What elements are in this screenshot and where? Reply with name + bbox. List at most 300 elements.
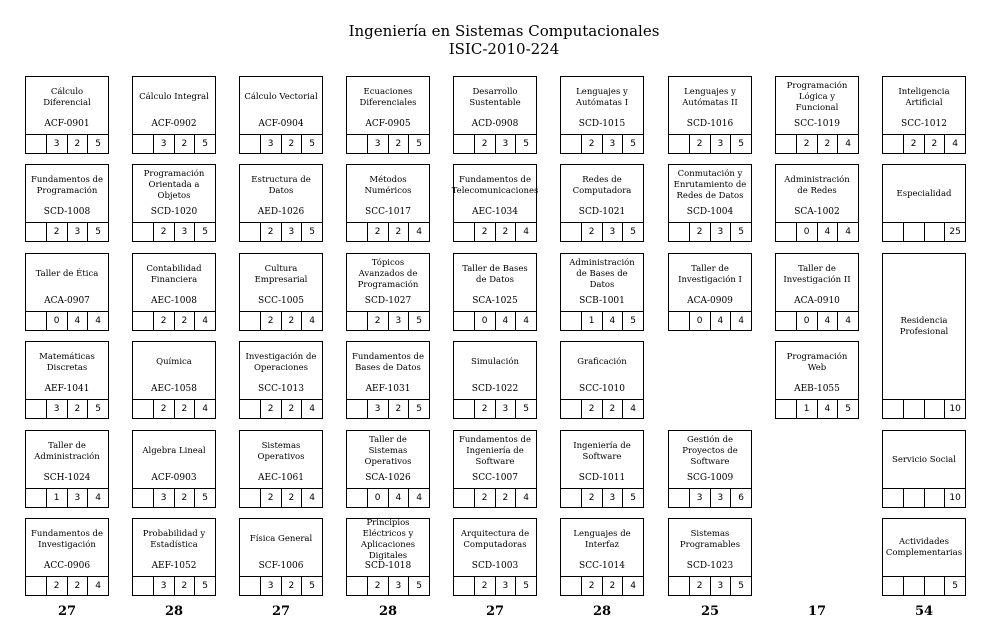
credit-cells xyxy=(26,222,108,241)
credit-cell xyxy=(903,400,924,418)
credit-cell: 4 xyxy=(837,223,858,241)
course-name: Conmutación y Enrutamiento de Redes de Datos xyxy=(673,169,747,201)
semester-total: 17 xyxy=(807,604,827,619)
semester-total: 25 xyxy=(700,604,720,619)
credit-cell: 2 xyxy=(153,400,174,418)
credit-cells xyxy=(133,399,215,418)
semester-total: 27 xyxy=(271,604,291,619)
credit-cell xyxy=(561,489,581,507)
credit-cell: 5 xyxy=(87,135,108,153)
course-code: ACF-0901 xyxy=(44,119,90,129)
course-code: SCD-1023 xyxy=(686,561,734,571)
credit-cell: 2 xyxy=(260,400,281,418)
credit-cell: 3 xyxy=(367,400,388,418)
credit-cell xyxy=(240,577,260,595)
credit-cells xyxy=(26,488,108,507)
course-card xyxy=(560,253,644,331)
course-card xyxy=(346,341,430,419)
credit-cell: 3 xyxy=(153,577,174,595)
credit-cells xyxy=(669,576,751,595)
credit-cell: 2 xyxy=(581,400,602,418)
credit-cell: 0 xyxy=(46,312,67,330)
course-name: Lenguajes y Autómatas I xyxy=(575,86,629,108)
credit-cell xyxy=(240,489,260,507)
credit-cells xyxy=(133,134,215,153)
course-name: Taller de Bases de Datos xyxy=(462,263,528,285)
credit-cell xyxy=(133,135,153,153)
credit-cells xyxy=(240,134,322,153)
course-code: SCC-1013 xyxy=(258,384,304,394)
course-name: Métodos Numéricos xyxy=(364,174,412,196)
credit-cell: 2 xyxy=(281,312,302,330)
credit-cell xyxy=(924,223,945,241)
course-name: Graficación xyxy=(577,357,627,367)
credit-cells xyxy=(133,576,215,595)
credit-cells xyxy=(26,576,108,595)
course-name: Taller de Administración xyxy=(34,440,100,462)
credit-cells xyxy=(240,222,322,241)
credit-cell: 4 xyxy=(408,223,429,241)
credit-cell xyxy=(903,223,924,241)
credit-cell: 4 xyxy=(301,312,322,330)
credit-cell xyxy=(561,400,581,418)
course-card xyxy=(132,430,216,508)
credit-cell: 4 xyxy=(388,489,409,507)
credit-cell: 3 xyxy=(281,223,302,241)
credit-cell: 2 xyxy=(388,223,409,241)
credit-cells xyxy=(347,488,429,507)
course-card xyxy=(775,76,859,154)
credit-cell: 4 xyxy=(87,489,108,507)
course-name: Administración de Redes xyxy=(784,174,850,196)
course-name: Lenguajes de Interfaz xyxy=(573,528,631,550)
credit-cell xyxy=(903,489,924,507)
credit-cell: 3 xyxy=(388,312,409,330)
credit-cell: 3 xyxy=(495,135,516,153)
credit-cell: 2 xyxy=(67,577,88,595)
credit-cell xyxy=(776,312,796,330)
credit-cell xyxy=(133,312,153,330)
credit-cell: 2 xyxy=(153,312,174,330)
course-name: Servicio Social xyxy=(892,454,956,465)
credit-cell: 5 xyxy=(408,135,429,153)
course-code: SCD-1011 xyxy=(578,473,626,483)
course-name: Taller de Sistemas Operativos xyxy=(364,435,412,467)
credit-cell: 0 xyxy=(689,312,710,330)
course-code: AEC-1034 xyxy=(472,207,518,217)
credit-cell: 4 xyxy=(730,312,751,330)
credit-cell: 5 xyxy=(87,400,108,418)
credit-cell: 2 xyxy=(260,312,281,330)
credit-cell: 4 xyxy=(515,223,536,241)
credit-cell: 2 xyxy=(153,223,174,241)
course-code: SCA-1002 xyxy=(794,207,840,217)
course-name: Inteligencia Artificial xyxy=(898,86,950,108)
credit-cell: 2 xyxy=(689,577,710,595)
course-name: Algebra Lineal xyxy=(142,446,206,456)
course-card xyxy=(239,253,323,331)
course-card xyxy=(239,76,323,154)
credit-cell: 5 xyxy=(194,489,215,507)
course-code: SCA-1025 xyxy=(472,296,518,306)
credit-cell xyxy=(454,489,474,507)
credit-cell: 2 xyxy=(581,135,602,153)
credit-cell: 2 xyxy=(474,223,495,241)
credit-cell xyxy=(454,577,474,595)
credit-cells xyxy=(133,488,215,507)
course-card xyxy=(453,253,537,331)
credit-cell xyxy=(561,577,581,595)
credit-cell: 4 xyxy=(194,312,215,330)
credit-cell: 5 xyxy=(515,577,536,595)
credit-cell: 2 xyxy=(260,223,281,241)
credit-cell: 2 xyxy=(474,489,495,507)
course-code: SCC-1012 xyxy=(901,119,947,129)
credit-cell xyxy=(347,312,367,330)
course-name: Cálculo Diferencial xyxy=(43,86,91,108)
course-code: AEC-1008 xyxy=(151,296,197,306)
credit-cell xyxy=(454,135,474,153)
credit-cell: 5 xyxy=(730,577,751,595)
course-card xyxy=(560,76,644,154)
course-card xyxy=(668,76,752,154)
credit-cell xyxy=(26,223,46,241)
course-name: Cultura Empresarial xyxy=(254,263,308,285)
credit-cell xyxy=(924,400,945,418)
course-code: SCF-1006 xyxy=(258,561,304,571)
course-code: AED-1026 xyxy=(257,207,305,217)
course-card xyxy=(560,341,644,419)
credit-cells xyxy=(26,134,108,153)
credit-cell: 4 xyxy=(944,135,965,153)
credit-cells xyxy=(240,399,322,418)
credit-cell xyxy=(883,577,903,595)
plan-code: ISIC-2010-224 xyxy=(448,40,560,58)
course-name: Cálculo Vectorial xyxy=(244,92,318,102)
credit-cell: 4 xyxy=(408,489,429,507)
credit-cell: 2 xyxy=(46,223,67,241)
credit-cell xyxy=(347,135,367,153)
course-code: SCC-1014 xyxy=(579,561,625,571)
credit-cell: 4 xyxy=(817,223,838,241)
credit-cell: 4 xyxy=(495,312,516,330)
credit-cell: 4 xyxy=(602,312,623,330)
credit-cells xyxy=(561,134,643,153)
credit-cell xyxy=(347,400,367,418)
credit-cell: 5 xyxy=(515,400,536,418)
course-code: AEB-1055 xyxy=(794,384,840,394)
credit-cell: 3 xyxy=(710,489,731,507)
semester-total: 28 xyxy=(592,604,612,619)
course-name: Programación Orientada a Objetos xyxy=(143,169,205,201)
credit-cell xyxy=(924,489,945,507)
credit-cell: 4 xyxy=(817,312,838,330)
credit-cell: 2 xyxy=(495,223,516,241)
credit-cell xyxy=(454,312,474,330)
credit-cells xyxy=(669,222,751,241)
course-name: Fundamentos de Bases de Datos xyxy=(352,351,424,373)
credit-cell: 6 xyxy=(730,489,751,507)
credit-cell xyxy=(883,135,903,153)
course-code: SCD-1021 xyxy=(578,207,626,217)
course-card xyxy=(453,164,537,242)
course-card xyxy=(668,164,752,242)
credit-cell: 2 xyxy=(367,223,388,241)
credit-cell: 2 xyxy=(260,489,281,507)
credit-cell xyxy=(26,489,46,507)
credit-cells xyxy=(561,311,643,330)
credit-cell: 4 xyxy=(837,135,858,153)
course-card xyxy=(453,518,537,596)
course-card xyxy=(882,76,966,154)
credit-cell: 1 xyxy=(796,400,817,418)
credit-cell: 5 xyxy=(408,312,429,330)
credit-cell: 4 xyxy=(817,400,838,418)
credit-cell: 2 xyxy=(474,135,495,153)
credit-cell: 5 xyxy=(301,135,322,153)
credit-cell: 1 xyxy=(581,312,602,330)
credit-cell: 3 xyxy=(367,135,388,153)
credit-cell: 2 xyxy=(581,577,602,595)
credit-cell: 2 xyxy=(903,135,924,153)
course-code: SCD-1004 xyxy=(686,207,734,217)
credit-cell xyxy=(26,400,46,418)
course-name: Actividades Complementarias xyxy=(885,537,963,558)
credit-cell xyxy=(133,489,153,507)
credit-cell: 3 xyxy=(495,400,516,418)
course-card xyxy=(25,430,109,508)
credit-cell: 5 xyxy=(730,223,751,241)
credit-cell: 5 xyxy=(87,223,108,241)
page-title: Ingeniería en Sistemas Computacionales xyxy=(348,22,660,40)
credit-cell xyxy=(776,400,796,418)
credit-cells xyxy=(669,488,751,507)
credit-cell xyxy=(561,223,581,241)
credit-cell xyxy=(669,223,689,241)
credit-cell xyxy=(776,135,796,153)
credit-cells xyxy=(454,222,536,241)
credit-cell: 2 xyxy=(67,400,88,418)
credit-cell: 4 xyxy=(87,312,108,330)
credit-cells xyxy=(776,222,858,241)
course-name: Lenguajes y Autómatas II xyxy=(682,86,738,108)
credit-cell: 2 xyxy=(817,135,838,153)
course-card xyxy=(453,430,537,508)
credit-cell: 4 xyxy=(710,312,731,330)
credit-cell xyxy=(26,577,46,595)
credit-cell: 0 xyxy=(796,223,817,241)
course-card xyxy=(25,253,109,331)
course-name: Principios Eléctricos y Aplicaciones Digitales xyxy=(360,517,416,561)
course-name: Probabilidad y Estadística xyxy=(142,528,206,550)
credit-cell xyxy=(776,223,796,241)
course-name: Fundamentos de Programación xyxy=(31,174,103,196)
credit-cell: 4 xyxy=(194,400,215,418)
credit-cells xyxy=(347,222,429,241)
credit-cells xyxy=(883,576,965,595)
credit-cells xyxy=(240,311,322,330)
course-code: AEC-1058 xyxy=(151,384,197,394)
course-card xyxy=(453,76,537,154)
credit-cell: 2 xyxy=(367,577,388,595)
course-card xyxy=(560,430,644,508)
credit-cell xyxy=(561,135,581,153)
credit-cell: 3 xyxy=(495,577,516,595)
credit-cell: 3 xyxy=(174,223,195,241)
credit-cell: 4 xyxy=(301,400,322,418)
semester-total: 28 xyxy=(378,604,398,619)
credit-cell xyxy=(883,400,903,418)
credit-cell: 3 xyxy=(602,489,623,507)
credit-cell: 3 xyxy=(710,135,731,153)
credit-cell xyxy=(133,400,153,418)
course-card xyxy=(132,518,216,596)
course-name: Programación Lógica y Funcional xyxy=(786,81,848,113)
credit-cell: 0 xyxy=(367,489,388,507)
course-code: SCA-1026 xyxy=(365,473,411,483)
semester-total: 27 xyxy=(57,604,77,619)
credit-cell: 5 xyxy=(301,577,322,595)
course-card xyxy=(882,518,966,596)
course-card xyxy=(668,253,752,331)
course-card xyxy=(775,164,859,242)
credit-cell: 5 xyxy=(730,135,751,153)
credit-cell xyxy=(347,489,367,507)
credit-cell: 4 xyxy=(67,312,88,330)
credit-cell xyxy=(924,577,945,595)
credit-cell xyxy=(454,400,474,418)
credit-cell xyxy=(347,577,367,595)
credit-cells xyxy=(669,311,751,330)
credit-cell: 2 xyxy=(796,135,817,153)
course-code: SCD-1027 xyxy=(364,296,412,306)
course-code: SCD-1020 xyxy=(150,207,198,217)
credit-cell: 2 xyxy=(281,489,302,507)
credit-cells xyxy=(561,488,643,507)
credit-cell: 5 xyxy=(622,223,643,241)
course-card xyxy=(882,253,966,419)
course-name: Cálculo Integral xyxy=(139,92,209,102)
credit-cell: 2 xyxy=(174,489,195,507)
credit-cell: 2 xyxy=(602,400,623,418)
credit-cell: 5 xyxy=(622,312,643,330)
credit-cells xyxy=(883,488,965,507)
semester-total: 54 xyxy=(914,604,934,619)
course-code: ACC-0906 xyxy=(43,561,91,571)
course-code: SCD-1016 xyxy=(686,119,734,129)
credit-cell xyxy=(669,312,689,330)
credit-cell: 10 xyxy=(944,400,965,418)
credit-cells xyxy=(454,311,536,330)
course-card xyxy=(25,341,109,419)
course-code: SCC-1010 xyxy=(579,384,625,394)
credit-cell xyxy=(454,223,474,241)
course-card xyxy=(239,341,323,419)
course-code: SCD-1003 xyxy=(471,561,519,571)
credit-cell xyxy=(240,400,260,418)
course-code: ACF-0903 xyxy=(151,473,197,483)
course-card xyxy=(25,518,109,596)
credit-cell xyxy=(133,577,153,595)
course-card xyxy=(346,253,430,331)
course-code: ACA-0907 xyxy=(44,296,90,306)
course-name: Simulación xyxy=(471,357,519,367)
course-name: Gestión de Proyectos de Software xyxy=(682,435,738,467)
course-card xyxy=(239,164,323,242)
credit-cell: 3 xyxy=(153,135,174,153)
credit-cell: 4 xyxy=(515,489,536,507)
credit-cell xyxy=(883,223,903,241)
credit-cells xyxy=(133,222,215,241)
credit-cells xyxy=(454,399,536,418)
credit-cells xyxy=(26,311,108,330)
credit-cells xyxy=(776,311,858,330)
credit-cell xyxy=(240,223,260,241)
credit-cells xyxy=(561,576,643,595)
course-card xyxy=(132,164,216,242)
credit-cells xyxy=(240,488,322,507)
credit-cell xyxy=(669,489,689,507)
credit-cell: 2 xyxy=(46,577,67,595)
credit-cell: 5 xyxy=(194,223,215,241)
credit-cells xyxy=(561,222,643,241)
course-name: Desarrollo Sustentable xyxy=(469,86,521,108)
course-name: Fundamentos de Investigación xyxy=(31,528,103,550)
course-card xyxy=(132,341,216,419)
credit-cell: 2 xyxy=(281,400,302,418)
credit-cell xyxy=(133,223,153,241)
semester-total: 28 xyxy=(164,604,184,619)
course-name: Residencia Profesional xyxy=(899,316,949,337)
course-card xyxy=(560,164,644,242)
course-name: Programación Web xyxy=(786,351,848,373)
course-card xyxy=(346,164,430,242)
course-name: Física General xyxy=(249,534,313,544)
course-code: ACD-0908 xyxy=(471,119,519,129)
course-card xyxy=(453,341,537,419)
course-name: Química xyxy=(156,357,192,367)
course-name: Matemáticas Discretas xyxy=(39,351,95,373)
credit-cell xyxy=(240,312,260,330)
credit-cells xyxy=(883,222,965,241)
course-card xyxy=(560,518,644,596)
course-name: Sistemas Operativos xyxy=(257,440,305,462)
course-code: ACF-0902 xyxy=(151,119,197,129)
course-code: SCD-1022 xyxy=(471,384,519,394)
credit-cell: 5 xyxy=(515,135,536,153)
course-name: Tópicos Avanzados de Programación xyxy=(357,258,419,290)
credit-cell: 5 xyxy=(944,577,965,595)
course-card xyxy=(239,518,323,596)
course-code: SCD-1008 xyxy=(43,207,91,217)
credit-cell: 5 xyxy=(408,400,429,418)
course-name: Administración de Bases de Datos xyxy=(569,258,635,290)
course-name: Especialidad xyxy=(896,188,952,199)
course-code: AEF-1052 xyxy=(151,561,197,571)
credit-cell: 10 xyxy=(944,489,965,507)
credit-cell xyxy=(883,489,903,507)
credit-cell: 0 xyxy=(474,312,495,330)
credit-cells xyxy=(561,399,643,418)
credit-cells xyxy=(240,576,322,595)
course-name: Redes de Computadora xyxy=(572,174,632,196)
credit-cell: 2 xyxy=(924,135,945,153)
credit-cell: 3 xyxy=(46,135,67,153)
credit-cell xyxy=(669,577,689,595)
course-card xyxy=(346,430,430,508)
credit-cells xyxy=(883,134,965,153)
course-code: SCH-1024 xyxy=(43,473,91,483)
